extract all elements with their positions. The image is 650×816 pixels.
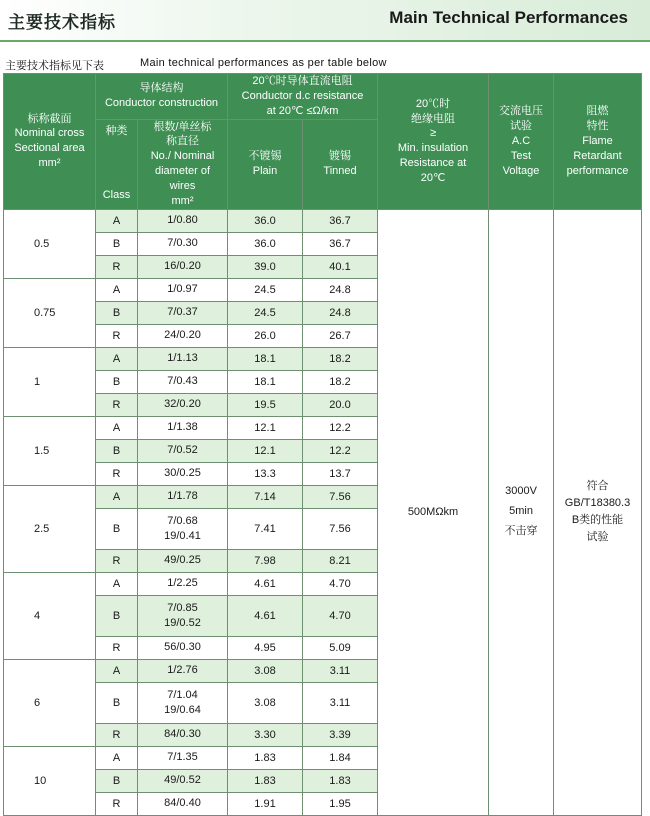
plain-resistance-cell: 12.1 [228, 439, 303, 462]
plain-resistance-cell: 36.0 [228, 232, 303, 255]
wires-cell [138, 324, 228, 347]
page-title-en: Main Technical Performances [389, 8, 628, 27]
plain-resistance-cell: 13.3 [228, 462, 303, 485]
header-wires: 根数/单丝标 称直径 No./ Nominal diameter of wires mm² [138, 119, 228, 209]
wires-cell [138, 769, 228, 792]
plain-resistance-cell: 39.0 [228, 255, 303, 278]
wires-value: 7/0.30 [167, 237, 198, 250]
class-cell: B [96, 301, 138, 324]
class-cell: B [96, 595, 138, 636]
class-cell: A [96, 278, 138, 301]
wires-cell [138, 370, 228, 393]
table-note-zh: 主要技术指标见下表 [5, 59, 104, 72]
wires-value: 7/0.85 [167, 601, 198, 614]
wires-value: 16/0.20 [164, 260, 201, 273]
plain-resistance-cell: 3.08 [228, 682, 303, 723]
wires-cell [138, 572, 228, 595]
class-cell: R [96, 393, 138, 416]
wires-value: 1/1.13 [167, 352, 198, 365]
tinned-resistance-cell: 20.0 [303, 393, 378, 416]
class-cell: B [96, 439, 138, 462]
wires-value: 30/0.25 [164, 467, 201, 480]
class-cell: R [96, 324, 138, 347]
flame-line: B类的性能 [571, 514, 624, 527]
class-cell: A [96, 209, 138, 232]
tinned-resistance-cell: 12.2 [303, 439, 378, 462]
tinned-resistance-cell: 24.8 [303, 278, 378, 301]
wires-value: 7/0.43 [167, 375, 198, 388]
class-cell: A [96, 416, 138, 439]
wires-value: 84/0.30 [164, 728, 201, 741]
wires-cell [138, 301, 228, 324]
class-cell: R [96, 462, 138, 485]
plain-resistance-cell: 7.98 [228, 549, 303, 572]
header-dc-resistance: 20℃时导体直流电阻 Conductor d.c resistance at 20℃ ≤Ω/km [228, 74, 378, 120]
voltage-line: 不击穿 [504, 524, 538, 537]
class-cell: R [96, 255, 138, 278]
class-cell: B [96, 682, 138, 723]
title-divider [0, 40, 650, 42]
tinned-resistance-cell: 40.1 [303, 255, 378, 278]
nominal-area-cell: 0.75 [4, 278, 96, 347]
tinned-resistance-cell: 1.84 [303, 746, 378, 769]
class-cell: R [96, 792, 138, 815]
voltage-line: 5min [509, 505, 533, 518]
tinned-resistance-cell: 24.8 [303, 301, 378, 324]
wires-cell [138, 682, 228, 723]
plain-resistance-cell: 4.61 [228, 572, 303, 595]
header-class: 种类 Class [96, 119, 138, 209]
flame-line: 符合 [586, 480, 609, 492]
wires-value: 84/0.40 [164, 797, 201, 810]
wires-cell [138, 595, 228, 636]
header-nominal-area: 标称截面 Nominal cross Sectional area mm² [4, 74, 96, 210]
table-body [4, 209, 642, 815]
class-cell: B [96, 769, 138, 792]
header-flame-retardant: 阻燃 特性 Flame Retardant performance [554, 74, 642, 210]
tinned-resistance-cell: 3.11 [303, 659, 378, 682]
tinned-resistance-cell: 7.56 [303, 485, 378, 508]
wires-value: 49/0.52 [164, 774, 201, 787]
tinned-resistance-cell: 8.21 [303, 549, 378, 572]
plain-resistance-cell: 18.1 [228, 370, 303, 393]
wires-value: 7/0.52 [167, 444, 198, 457]
plain-resistance-cell: 36.0 [228, 209, 303, 232]
nominal-area-cell: 1.5 [4, 416, 96, 485]
wires-cell [138, 636, 228, 659]
wires-cell [138, 792, 228, 815]
wires-value: 7/0.68 [167, 514, 198, 527]
header-insulation-resistance: 20℃时 绝缘电阻 ≥ Min. insulation Resistance at 20℃ [378, 74, 489, 210]
flame-line: 试验 [586, 531, 609, 544]
table-note-en: Main technical performances as per table below [140, 57, 387, 69]
tinned-resistance-cell: 4.70 [303, 572, 378, 595]
header-ac-voltage-test: 交流电压 试验 A.C Test Voltage [489, 74, 554, 210]
plain-resistance-cell: 24.5 [228, 278, 303, 301]
class-cell: B [96, 232, 138, 255]
nominal-area-cell: 6 [4, 659, 96, 746]
nominal-area-cell: 1 [4, 347, 96, 416]
wires-cell [138, 746, 228, 769]
wires-cell [138, 232, 228, 255]
wires-cell [138, 416, 228, 439]
wires-cell [138, 255, 228, 278]
class-cell: B [96, 370, 138, 393]
plain-resistance-cell: 3.30 [228, 723, 303, 746]
tinned-resistance-cell: 3.39 [303, 723, 378, 746]
plain-resistance-cell: 12.1 [228, 416, 303, 439]
class-cell: A [96, 659, 138, 682]
wires-cell [138, 659, 228, 682]
wires-cell [138, 549, 228, 572]
class-cell: A [96, 485, 138, 508]
tinned-resistance-cell: 36.7 [303, 232, 378, 255]
wires-cell [138, 393, 228, 416]
wires-value: 7/1.04 [167, 688, 198, 701]
tinned-resistance-cell: 5.09 [303, 636, 378, 659]
nominal-area-cell: 0.5 [4, 209, 96, 278]
plain-resistance-cell: 26.0 [228, 324, 303, 347]
plain-resistance-cell: 4.61 [228, 595, 303, 636]
wires-value: 24/0.20 [164, 329, 201, 342]
wires-cell [138, 462, 228, 485]
tinned-resistance-cell: 12.2 [303, 416, 378, 439]
wires-cell [138, 508, 228, 549]
tinned-resistance-cell: 1.83 [303, 769, 378, 792]
nominal-area-cell: 10 [4, 746, 96, 815]
wires-value: 7/0.37 [167, 306, 198, 319]
flame-line: GB/T18380.3 [564, 497, 631, 510]
plain-resistance-cell: 7.41 [228, 508, 303, 549]
wires-value: 49/0.25 [164, 554, 201, 567]
plain-resistance-cell: 19.5 [228, 393, 303, 416]
wires-value: 32/0.20 [164, 398, 201, 411]
plain-resistance-cell: 1.83 [228, 769, 303, 792]
wires-value: 19/0.64 [164, 703, 201, 716]
nominal-area-cell: 2.5 [4, 485, 96, 572]
class-cell: R [96, 723, 138, 746]
wires-cell [138, 439, 228, 462]
tinned-resistance-cell: 18.2 [303, 347, 378, 370]
tinned-resistance-cell: 18.2 [303, 370, 378, 393]
wires-value: 19/0.41 [164, 529, 201, 542]
wires-value: 19/0.52 [164, 616, 201, 629]
tinned-resistance-cell: 13.7 [303, 462, 378, 485]
header-tinned: 镀锡 Tinned [303, 119, 378, 209]
wires-cell [138, 209, 228, 232]
tinned-resistance-cell: 1.95 [303, 792, 378, 815]
wires-value: 7/1.35 [167, 751, 198, 764]
wires-value: 56/0.30 [164, 641, 201, 654]
plain-resistance-cell: 18.1 [228, 347, 303, 370]
page-title-zh: 主要技术指标 [8, 13, 116, 33]
header-conductor-construction: 导体结构 Conductor construction [96, 74, 228, 120]
title-bar [0, 0, 650, 40]
plain-resistance-cell: 1.83 [228, 746, 303, 769]
ac-voltage-test-value [489, 209, 554, 815]
tinned-resistance-cell: 36.7 [303, 209, 378, 232]
class-cell: A [96, 746, 138, 769]
wires-value: 1/0.97 [167, 283, 198, 296]
wires-value: 1/2.25 [167, 577, 198, 590]
class-cell: A [96, 347, 138, 370]
class-cell: A [96, 572, 138, 595]
wires-value: 1/1.78 [167, 490, 198, 503]
plain-resistance-cell: 3.08 [228, 659, 303, 682]
tinned-resistance-cell: 3.11 [303, 682, 378, 723]
class-cell: B [96, 508, 138, 549]
header-plain: 不镀锡 Plain [228, 119, 303, 209]
class-cell: R [96, 636, 138, 659]
wires-cell [138, 723, 228, 746]
plain-resistance-cell: 24.5 [228, 301, 303, 324]
tinned-resistance-cell: 26.7 [303, 324, 378, 347]
wires-cell [138, 485, 228, 508]
tinned-resistance-cell: 7.56 [303, 508, 378, 549]
table-row [4, 209, 642, 232]
technical-performance-table [3, 73, 642, 816]
plain-resistance-cell: 1.91 [228, 792, 303, 815]
insulation-resistance-value: 500MΩkm [378, 209, 489, 815]
tinned-resistance-cell: 4.70 [303, 595, 378, 636]
voltage-line: 3000V [505, 485, 537, 498]
plain-resistance-cell: 7.14 [228, 485, 303, 508]
plain-resistance-cell: 4.95 [228, 636, 303, 659]
wires-cell [138, 347, 228, 370]
flame-retardant-value [554, 209, 642, 815]
wires-value: 1/0.80 [167, 214, 198, 227]
class-cell: R [96, 549, 138, 572]
wires-value: 1/1.38 [167, 421, 198, 434]
nominal-area-cell: 4 [4, 572, 96, 659]
wires-value: 1/2.76 [167, 664, 198, 677]
wires-cell [138, 278, 228, 301]
